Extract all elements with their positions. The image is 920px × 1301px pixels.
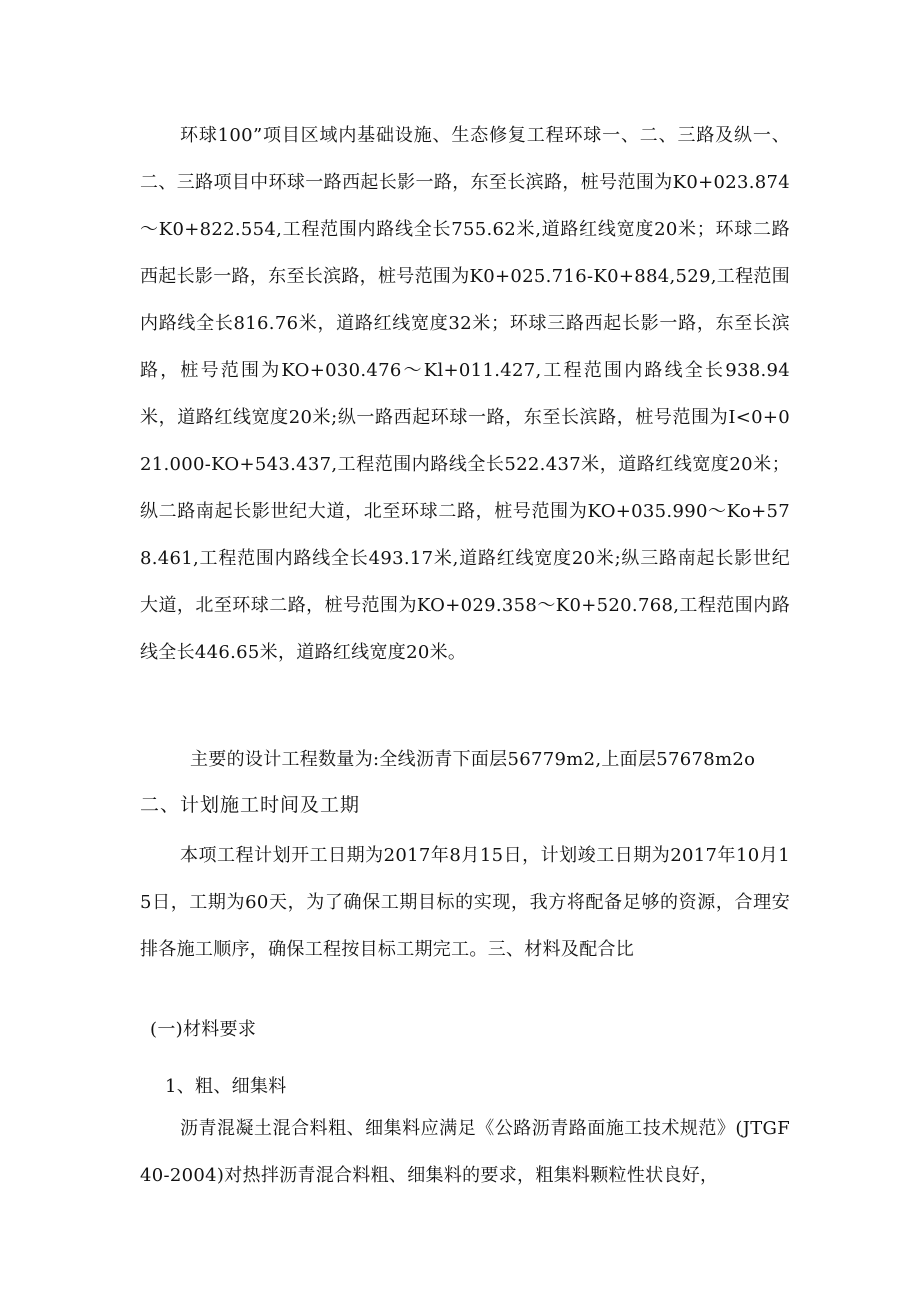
aggregate-requirements-paragraph: 沥青混凝土混合料粗、细集料应满足《公路沥青路面施工技术规范》(JTGF40-2004)对热拌沥青混合料粗、细集料的要求，粗集料颗粒性状良好， [140,1118,790,1186]
design-quantity-paragraph: 主要的设计工程数量为:全线沥青下面层56779m2,上面层57678m2o [190,749,756,770]
project-scope-paragraph: 环球100”项目区域内基础设施、生态修复工程环球一、二、三路及纵一、二、三路项目中环球一路西起长影一路，东至长滨路，桩号范围为K0+023.874～K0+822.554,工程范围内路线全长755.62米,道路红线宽度20米；环球二路西起长影一路，东至长滨路，桩号范围为K0+025.716-K0+884,529,工程范围内路线全长816.76米，道路红线宽度32米；环球三路西起长影一路，东至长滨路，桩号范围为KO+030.476～Kl+011.427,工程范围内路线全长938.94米，道路红线宽度20米;纵一路西起环球一路，东至长滨路，桩号范围为I<0+021.000-KO+543.437,工程范围内路线全长522.437米，道路红线宽度20米；纵二路南起长影世纪大道，北至环球二路，桩号范围为KO+035.990～Ko+578.461,工程范围内路线全长493.17米,道路红线宽度20米;纵三路南起长影世纪大道，北至环球二路，桩号范围为KO+029.358～K0+520.768,工程范围内路线全长446.65米，道路红线宽度20米。 [140,125,790,663]
schedule-paragraph: 本项工程计划开工日期为2017年8月15日，计划竣工日期为2017年10月15日，工期为60天，为了确保工期目标的实现，我方将配备足够的资源，合理安排各施工顺序，确保工程按目标工期完工。三、材料及配合比 [140,845,790,960]
subsection-heading-materials: (一)材料要求 [150,1019,257,1040]
item-heading-aggregates: 1、粗、细集料 [165,1076,287,1097]
section-heading-schedule: 二、计划施工时间及工期 [140,794,361,816]
